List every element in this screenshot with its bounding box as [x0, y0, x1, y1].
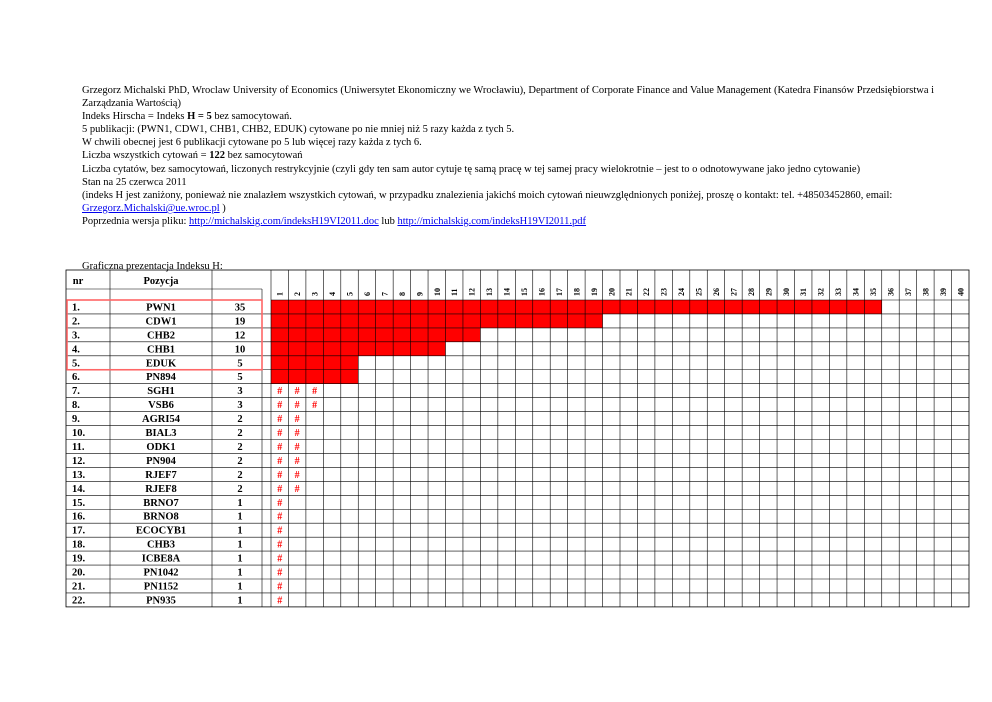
citation-mark-BIAL3: #	[294, 428, 300, 439]
citation-mark-VSB6: #	[294, 400, 300, 412]
h-index-suffix: bez samocytowań.	[211, 111, 292, 123]
total-citations-value: 122	[209, 150, 225, 162]
citation-method-note: Liczba cytatów, bez samocytowań, liczonych restrykcyjnie (czyli gdy ten sam autor cytuje tę samą pracę w tej samej pracy wielokrotnie – jest to o odnotowywane jako jedno cytowanie)	[82, 163, 861, 175]
column-number: 20	[607, 288, 617, 296]
row-citations: 1	[237, 497, 243, 509]
column-number: 12	[467, 288, 477, 296]
row-pozycja: VSB6	[148, 400, 174, 412]
column-number: 17	[554, 288, 564, 296]
citation-mark-BRNO8: #	[277, 511, 283, 523]
row-nr: 10.	[72, 428, 86, 439]
column-number: 25	[694, 288, 704, 296]
row-pozycja: BRNO7	[143, 497, 179, 509]
column-number: 37	[903, 288, 913, 296]
author-affiliation: Grzegorz Michalski PhD, Wroclaw University of Economics (Uniwersytet Ekonomiczny we Wrocławiu), Department of Corporate Finance and Value Management (Katedra Finansów Przedsiębiorstwa i Zarządzania Wartością)	[82, 85, 935, 110]
column-number: 3	[310, 292, 320, 296]
column-number: 19	[589, 288, 599, 296]
column-number: 39	[938, 288, 948, 296]
column-number: 40	[956, 288, 966, 296]
row-citations: 1	[237, 581, 243, 593]
citation-bar-EDUK	[271, 356, 358, 370]
column-number: 23	[659, 288, 669, 296]
row-pozycja: CDW1	[145, 316, 177, 328]
row-citations: 2	[237, 455, 243, 467]
citation-mark-AGRI54: #	[277, 414, 283, 426]
citation-mark-BRNO7: #	[277, 497, 283, 509]
citation-mark-BIAL3: #	[277, 428, 283, 439]
h-index-value: H = 5	[187, 111, 212, 123]
column-number: 21	[624, 288, 634, 296]
citation-mark-VSB6: #	[277, 400, 283, 412]
row-pozycja: AGRI54	[142, 414, 180, 426]
column-number: 26	[711, 288, 721, 296]
column-number: 29	[764, 288, 774, 296]
chart-caption: Graficzna prezentacja Indeksu H:	[82, 261, 223, 272]
row-pozycja: RJEF8	[145, 483, 177, 495]
row-nr: 5.	[72, 358, 80, 370]
row-nr: 15.	[72, 497, 86, 509]
row-nr: 20.	[72, 567, 86, 579]
citation-mark-SGH1: #	[312, 386, 318, 398]
row-nr: 1.	[72, 302, 80, 314]
row-pozycja: ECOCYB1	[135, 525, 187, 537]
column-number: 38	[921, 288, 931, 296]
citation-mark-VSB6: #	[312, 400, 318, 412]
row-nr: 4.	[72, 344, 80, 356]
column-number: 27	[729, 288, 739, 296]
previous-version-label: Poprzednia wersja pliku:	[82, 215, 190, 227]
h-index-label: Indeks Hirscha = Indeks	[82, 111, 188, 123]
column-number: 35	[869, 288, 879, 296]
row-pozycja: CHB3	[146, 539, 176, 551]
row-citations: 5	[237, 358, 243, 370]
row-nr: 12.	[72, 455, 86, 467]
column-number: 5	[345, 292, 355, 296]
email-link[interactable]: Grzegorz.Michalski@ue.wroc.pl	[82, 202, 220, 214]
citation-mark-RJEF7: #	[277, 469, 283, 481]
row-nr: 2.	[72, 316, 80, 328]
row-nr: 22.	[72, 595, 86, 607]
citation-mark-PN904: #	[294, 455, 300, 467]
citation-mark-RJEF7: #	[294, 469, 300, 481]
column-number: 16	[537, 288, 547, 296]
citation-mark-PN1042: #	[277, 567, 283, 579]
contact-text: (indeks H jest zaniżony, ponieważ nie znalazłem wszystkich cytowań, w przypadku znalezienia jakichś moich cytowań nieuwzględnionych poniżej, proszę o kontakt: tel. +48503452860, email:	[82, 189, 893, 201]
row-pozycja: PN935	[146, 595, 176, 607]
row-citations: 1	[237, 539, 243, 551]
citation-mark-ECOCYB1: #	[277, 525, 283, 537]
citation-bar-PWN1	[271, 300, 882, 314]
row-nr: 6.	[72, 372, 80, 384]
row-pozycja: PN904	[146, 455, 176, 467]
column-number: 6	[362, 292, 372, 296]
row-citations: 12	[234, 330, 246, 342]
header-pozycja: Pozycja	[143, 276, 179, 287]
citation-mark-SGH1: #	[277, 386, 283, 398]
column-number: 18	[572, 288, 582, 296]
citation-mark-SGH1: #	[294, 386, 300, 398]
row-pozycja: SGH1	[147, 386, 175, 398]
row-pozycja: ICBE8A	[141, 553, 181, 565]
row-citations: 2	[237, 414, 243, 426]
doc-link[interactable]: http://michalskig.com/indeksH19VI2011.doc	[189, 215, 379, 227]
citation-bar-CDW1	[271, 314, 603, 328]
row-citations: 3	[237, 400, 243, 412]
column-number: 4	[328, 292, 338, 296]
row-nr: 3.	[72, 330, 80, 342]
column-number: 11	[450, 288, 460, 296]
citation-mark-CHB3: #	[277, 539, 283, 551]
row-citations: 1	[237, 567, 243, 579]
citation-mark-PN904: #	[277, 455, 283, 467]
column-number: 8	[397, 292, 407, 296]
row-pozycja: PN1042	[143, 567, 179, 579]
column-number: 33	[834, 288, 844, 296]
pdf-link[interactable]: http://michalskig.com/indeksH19VI2011.pdf	[397, 215, 587, 227]
column-number: 1	[275, 292, 285, 296]
citation-mark-AGRI54: #	[294, 414, 300, 426]
row-nr: 9.	[72, 414, 80, 426]
column-number: 22	[642, 288, 652, 296]
row-nr: 14.	[72, 483, 86, 495]
row-pozycja: BIAL3	[145, 428, 177, 439]
row-citations: 1	[237, 595, 243, 607]
row-pozycja: PWN1	[146, 302, 176, 314]
column-number: 9	[415, 292, 425, 296]
row-citations: 2	[237, 483, 243, 495]
row-nr: 18.	[72, 539, 86, 551]
citation-mark-RJEF8: #	[277, 483, 283, 495]
column-number: 32	[816, 288, 826, 296]
citation-mark-ICBE8A: #	[277, 553, 283, 565]
row-citations: 10	[234, 344, 246, 356]
row-citations: 5	[237, 372, 243, 384]
row-citations: 19	[234, 316, 246, 328]
column-number: 28	[746, 288, 756, 296]
column-number: 31	[799, 288, 809, 296]
column-number: 36	[886, 288, 896, 296]
row-nr: 21.	[72, 581, 86, 593]
row-pozycja: PN894	[146, 372, 176, 384]
total-citations-label: Liczba wszystkich cytowań =	[82, 150, 210, 162]
row-nr: 11.	[72, 441, 85, 453]
citation-mark-PN1152: #	[277, 581, 283, 593]
row-citations: 1	[237, 525, 243, 537]
header-nr: nr	[72, 276, 84, 287]
row-pozycja: PN1152	[143, 581, 179, 593]
column-number: 2	[293, 292, 303, 296]
column-number: 24	[677, 288, 687, 296]
row-pozycja: ODK1	[146, 441, 176, 453]
column-number: 10	[432, 288, 442, 296]
citation-mark-RJEF8: #	[294, 483, 300, 495]
column-number: 7	[380, 292, 390, 296]
contact-suffix: )	[219, 202, 226, 214]
row-citations: 2	[237, 441, 243, 453]
row-nr: 16.	[72, 511, 86, 523]
row-citations: 3	[237, 386, 243, 398]
five-publications-line: 5 publikacji: (PWN1, CDW1, CHB1, CHB2, EDUK) cytowane po nie mniej niż 5 razy każda z tych 5.	[82, 124, 515, 136]
row-citations: 35	[234, 302, 246, 314]
link-separator: lub	[378, 215, 398, 227]
row-nr: 8.	[72, 400, 80, 412]
citation-mark-ODK1: #	[294, 441, 300, 453]
row-pozycja: EDUK	[145, 358, 177, 370]
row-nr: 7.	[72, 386, 80, 398]
row-citations: 2	[237, 428, 243, 439]
column-number: 13	[485, 288, 495, 296]
row-nr: 19.	[72, 553, 86, 565]
row-pozycja: CHB2	[146, 330, 176, 342]
column-number: 15	[520, 288, 530, 296]
citation-bar-PN894	[271, 370, 358, 384]
citation-mark-ODK1: #	[277, 441, 283, 453]
row-citations: 1	[237, 553, 243, 565]
row-nr: 17.	[72, 525, 86, 537]
row-pozycja: RJEF7	[145, 469, 177, 481]
total-citations-suffix: bez samocytowań	[224, 150, 303, 162]
six-publications-line: W chwili obecnej jest 6 publikacji cytowane po 5 lub więcej razy każda z tych 6.	[82, 137, 422, 149]
column-number: 30	[781, 288, 791, 296]
row-pozycja: BRNO8	[143, 511, 179, 523]
citation-mark-PN935: #	[277, 595, 283, 607]
column-number: 14	[502, 288, 512, 296]
row-nr: 13.	[72, 469, 86, 481]
row-citations: 1	[237, 511, 243, 523]
row-citations: 2	[237, 469, 243, 481]
status-date: Stan na 25 czerwca 2011	[82, 176, 187, 188]
column-number: 34	[851, 288, 861, 296]
row-pozycja: CHB1	[146, 344, 176, 356]
